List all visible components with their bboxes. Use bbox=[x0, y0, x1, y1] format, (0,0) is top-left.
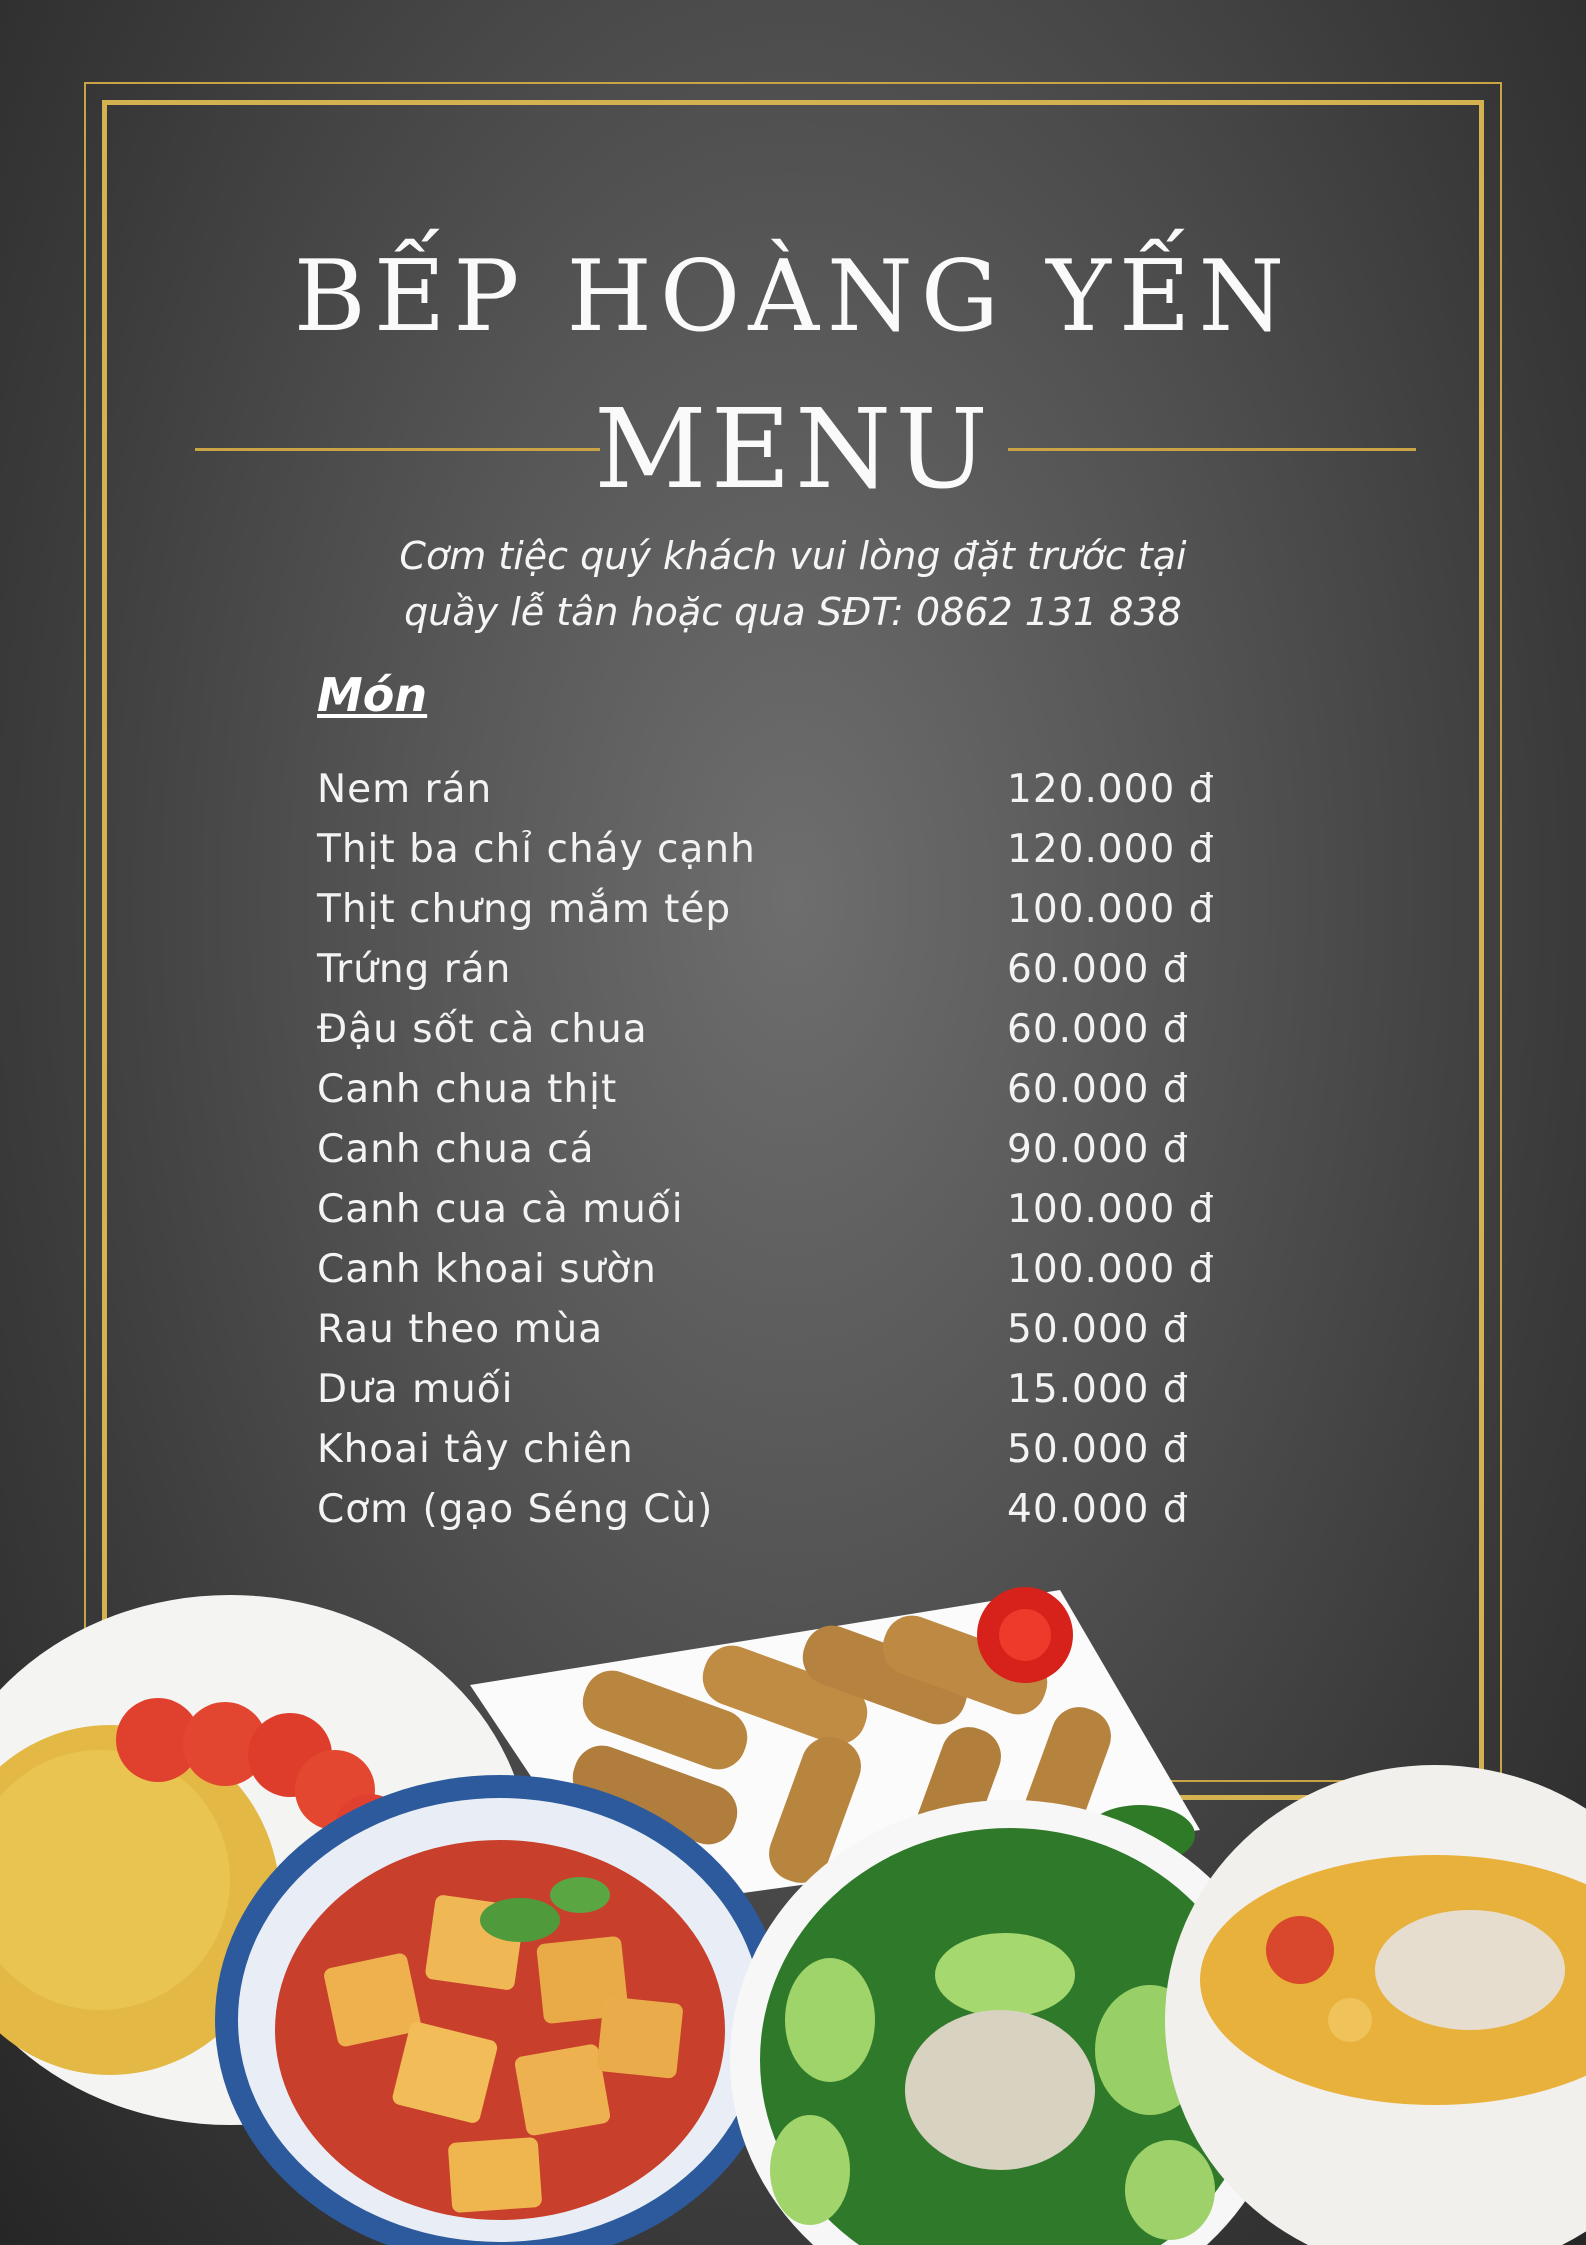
restaurant-name: BẾP HOÀNG YẾN bbox=[293, 240, 1293, 354]
item-price: 40.000 đ bbox=[1007, 1487, 1189, 1532]
item-price: 50.000 đ bbox=[1007, 1307, 1189, 1352]
item-name: Khoai tây chiên bbox=[317, 1427, 634, 1472]
menu-item bbox=[317, 820, 1277, 880]
menu-item bbox=[317, 940, 1277, 1000]
item-name: Rau theo mùa bbox=[317, 1307, 604, 1352]
menu-item bbox=[317, 1000, 1277, 1060]
food-photos bbox=[0, 1580, 1586, 2245]
item-name: Cơm (gạo Séng Cù) bbox=[317, 1487, 714, 1532]
item-name: Canh chua cá bbox=[317, 1127, 595, 1172]
item-price: 50.000 đ bbox=[1007, 1427, 1189, 1472]
item-name: Canh cua cà muối bbox=[317, 1187, 684, 1232]
menu-item bbox=[317, 880, 1277, 940]
item-name: Thịt chưng mắm tép bbox=[317, 887, 732, 932]
item-price: 60.000 đ bbox=[1007, 947, 1189, 992]
item-name: Canh khoai sườn bbox=[317, 1247, 657, 1292]
menu-item bbox=[317, 1120, 1277, 1180]
menu-item bbox=[317, 1180, 1277, 1240]
section-heading: Món bbox=[317, 668, 428, 722]
menu-item bbox=[317, 760, 1277, 820]
item-name: Trứng rán bbox=[317, 947, 512, 992]
reservation-note-line-1: Cơm tiệc quý khách vui lòng đặt trước tại bbox=[399, 534, 1187, 578]
reservation-note-line-2: quầy lễ tân hoặc qua SĐT: 0862 131 838 bbox=[404, 590, 1182, 634]
item-name: Dưa muối bbox=[317, 1367, 514, 1412]
tofu-tomato-bowl-image bbox=[215, 1775, 785, 2245]
item-price: 60.000 đ bbox=[1007, 1067, 1189, 1112]
menu-title: MENU bbox=[594, 385, 992, 513]
item-price: 90.000 đ bbox=[1007, 1127, 1189, 1172]
item-price: 120.000 đ bbox=[1007, 827, 1215, 872]
item-price: 100.000 đ bbox=[1007, 887, 1215, 932]
item-price: 15.000 đ bbox=[1007, 1367, 1189, 1412]
rib-soup-bowl-image bbox=[1165, 1765, 1586, 2245]
item-name: Canh chua thịt bbox=[317, 1067, 618, 1112]
item-name: Đậu sốt cà chua bbox=[317, 1007, 648, 1052]
reservation-note bbox=[0, 528, 1586, 640]
menu-item bbox=[317, 1060, 1277, 1120]
item-price: 100.000 đ bbox=[1007, 1247, 1215, 1292]
item-name: Nem rán bbox=[317, 767, 493, 812]
item-price: 100.000 đ bbox=[1007, 1187, 1215, 1232]
menu-item bbox=[317, 1300, 1277, 1360]
item-name: Thịt ba chỉ cháy cạnh bbox=[317, 827, 756, 872]
menu-item bbox=[317, 1240, 1277, 1300]
menu-item bbox=[317, 1360, 1277, 1420]
title-rule-right bbox=[1008, 448, 1416, 451]
menu-item bbox=[317, 1480, 1277, 1540]
item-price: 120.000 đ bbox=[1007, 767, 1215, 812]
menu-item bbox=[317, 1420, 1277, 1480]
menu-item-list bbox=[317, 760, 1277, 1540]
item-price: 60.000 đ bbox=[1007, 1007, 1189, 1052]
